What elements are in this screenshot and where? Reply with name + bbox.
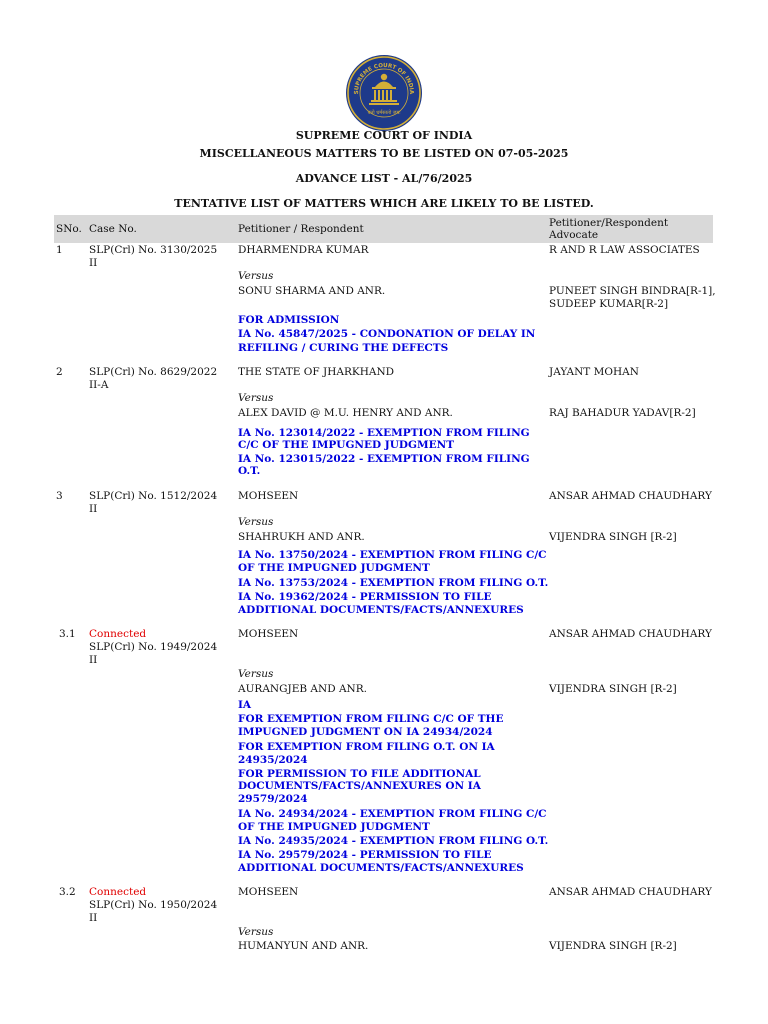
row-ia-line: IA No. 13753/2024 - EXEMPTION FROM FILING O.T.	[238, 577, 549, 589]
row-ia-line: IA	[238, 699, 252, 711]
row-ia-line: IA No. 24934/2024 - EXEMPTION FROM FILING C/C	[238, 808, 547, 820]
row-ia-line: IA No. 13750/2024 - EXEMPTION FROM FILING C/C	[238, 549, 547, 561]
row-petitioner: MOHSEEN	[238, 628, 299, 640]
matters-title: MISCELLANEOUS MATTERS TO BE LISTED ON 07-05-2025	[199, 147, 569, 160]
row-ia-line: IA No. 45847/2025 - CONDONATION OF DELAY IN	[238, 328, 536, 340]
col-sno: SNo.	[56, 223, 82, 235]
row-petitioner: DHARMENDRA KUMAR	[238, 244, 369, 256]
connected-label: Connected	[89, 886, 147, 898]
row-sno: 3.2	[59, 886, 76, 898]
row-ia-line: IA No. 123014/2022 - EXEMPTION FROM FILING	[238, 427, 530, 439]
row-ia-line: FOR ADMISSION	[238, 314, 340, 326]
row-ia-line: REFILING / CURING THE DEFECTS	[238, 342, 449, 354]
row-respondent: SHAHRUKH AND ANR.	[238, 531, 365, 543]
row-respondent: HUMANYUN AND ANR.	[238, 940, 369, 952]
row-section: II	[89, 912, 98, 924]
row-ia-line: IA No. 24935/2024 - EXEMPTION FROM FILING O.T.	[238, 835, 549, 847]
court-title: SUPREME COURT OF INDIA	[295, 129, 473, 142]
supreme-court-emblem	[345, 54, 423, 132]
row-ia-line: OF THE IMPUGNED JUDGMENT	[238, 821, 430, 833]
row-section: II	[89, 257, 98, 269]
svg-text:यतो धर्मस्ततो जयः: यतो धर्मस्ततो जयः	[367, 110, 401, 116]
row-section: II	[89, 654, 98, 666]
svg-text:SUPREME COURT OF INDIA: SUPREME COURT OF INDIA	[353, 62, 415, 95]
row-section: II-A	[89, 379, 109, 391]
row-case-no: SLP(Crl) No. 8629/2022	[89, 366, 218, 378]
row-ia-line: IA No. 29579/2024 - PERMISSION TO FILE	[238, 849, 492, 861]
col-case-no: Case No.	[89, 223, 137, 235]
row-ia-line: DOCUMENTS/FACTS/ANNEXURES ON IA	[238, 780, 481, 792]
row-case-no: SLP(Crl) No. 3130/2025	[89, 244, 218, 256]
row-section: II	[89, 503, 98, 515]
row-petitioner: THE STATE OF JHARKHAND	[238, 366, 395, 378]
row-petitioner-advocate: ANSAR AHMAD CHAUDHARY	[549, 886, 712, 898]
row-ia-line: O.T.	[238, 465, 261, 477]
row-case-no: SLP(Crl) No. 1950/2024	[89, 899, 218, 911]
tentative-title: TENTATIVE LIST OF MATTERS WHICH ARE LIKELY TO BE LISTED.	[174, 197, 594, 210]
row-ia-line: IA No. 123015/2022 - EXEMPTION FROM FILING	[238, 453, 530, 465]
connected-label: Connected	[89, 628, 147, 640]
row-ia-line: FOR EXEMPTION FROM FILING O.T. ON IA	[238, 741, 495, 753]
row-respondent: AURANGJEB AND ANR.	[238, 683, 367, 695]
row-respondent-advocate: VIJENDRA SINGH [R-2]	[549, 531, 677, 543]
row-petitioner-advocate: R AND R LAW ASSOCIATES	[549, 244, 700, 256]
row-respondent-advocate: VIJENDRA SINGH [R-2]	[549, 683, 677, 695]
row-petitioner-advocate: ANSAR AHMAD CHAUDHARY	[549, 490, 712, 502]
row-respondent-advocate: PUNEET SINGH BINDRA[R-1],	[549, 285, 716, 297]
col-advocate-line1: Petitioner/Respondent	[549, 217, 669, 229]
row-sno: 1	[56, 244, 63, 256]
row-versus: Versus	[238, 516, 274, 528]
col-petitioner-respondent: Petitioner / Respondent	[238, 223, 364, 235]
row-ia-line: ADDITIONAL DOCUMENTS/FACTS/ANNEXURES	[238, 862, 524, 874]
row-ia-line: ADDITIONAL DOCUMENTS/FACTS/ANNEXURES	[238, 604, 524, 616]
row-petitioner: MOHSEEN	[238, 886, 299, 898]
row-respondent-advocate: VIJENDRA SINGH [R-2]	[549, 940, 677, 952]
col-advocate	[549, 217, 668, 241]
row-respondent: SONU SHARMA AND ANR.	[238, 285, 386, 297]
row-ia-line: OF THE IMPUGNED JUDGMENT	[238, 562, 430, 574]
row-sno: 3.1	[59, 628, 76, 640]
row-petitioner-advocate: ANSAR AHMAD CHAUDHARY	[549, 628, 712, 640]
row-versus: Versus	[238, 668, 274, 680]
row-respondent-advocate: RAJ BAHADUR YADAV[R-2]	[549, 407, 696, 419]
row-ia-line: IMPUGNED JUDGMENT ON IA 24934/2024	[238, 726, 493, 738]
row-respondent-advocate-2: SUDEEP KUMAR[R-2]	[549, 298, 669, 310]
row-ia-line: IA No. 19362/2024 - PERMISSION TO FILE	[238, 591, 492, 603]
advance-list-title: ADVANCE LIST - AL/76/2025	[295, 172, 473, 185]
row-petitioner-advocate: JAYANT MOHAN	[549, 366, 639, 378]
row-ia-line: FOR PERMISSION TO FILE ADDITIONAL	[238, 768, 481, 780]
row-versus: Versus	[238, 926, 274, 938]
row-respondent: ALEX DAVID @ M.U. HENRY AND ANR.	[238, 407, 453, 419]
row-sno: 2	[56, 366, 63, 378]
row-versus: Versus	[238, 270, 274, 282]
row-petitioner: MOHSEEN	[238, 490, 299, 502]
row-ia-line: 29579/2024	[238, 793, 308, 805]
row-ia-line: FOR EXEMPTION FROM FILING C/C OF THE	[238, 713, 504, 725]
row-versus: Versus	[238, 392, 274, 404]
col-advocate-line2: Advocate	[549, 229, 599, 241]
row-case-no: SLP(Crl) No. 1512/2024	[89, 490, 218, 502]
row-sno: 3	[56, 490, 63, 502]
row-case-no: SLP(Crl) No. 1949/2024	[89, 641, 218, 653]
row-ia-line: 24935/2024	[238, 754, 308, 766]
row-ia-line: C/C OF THE IMPUGNED JUDGMENT	[238, 439, 455, 451]
